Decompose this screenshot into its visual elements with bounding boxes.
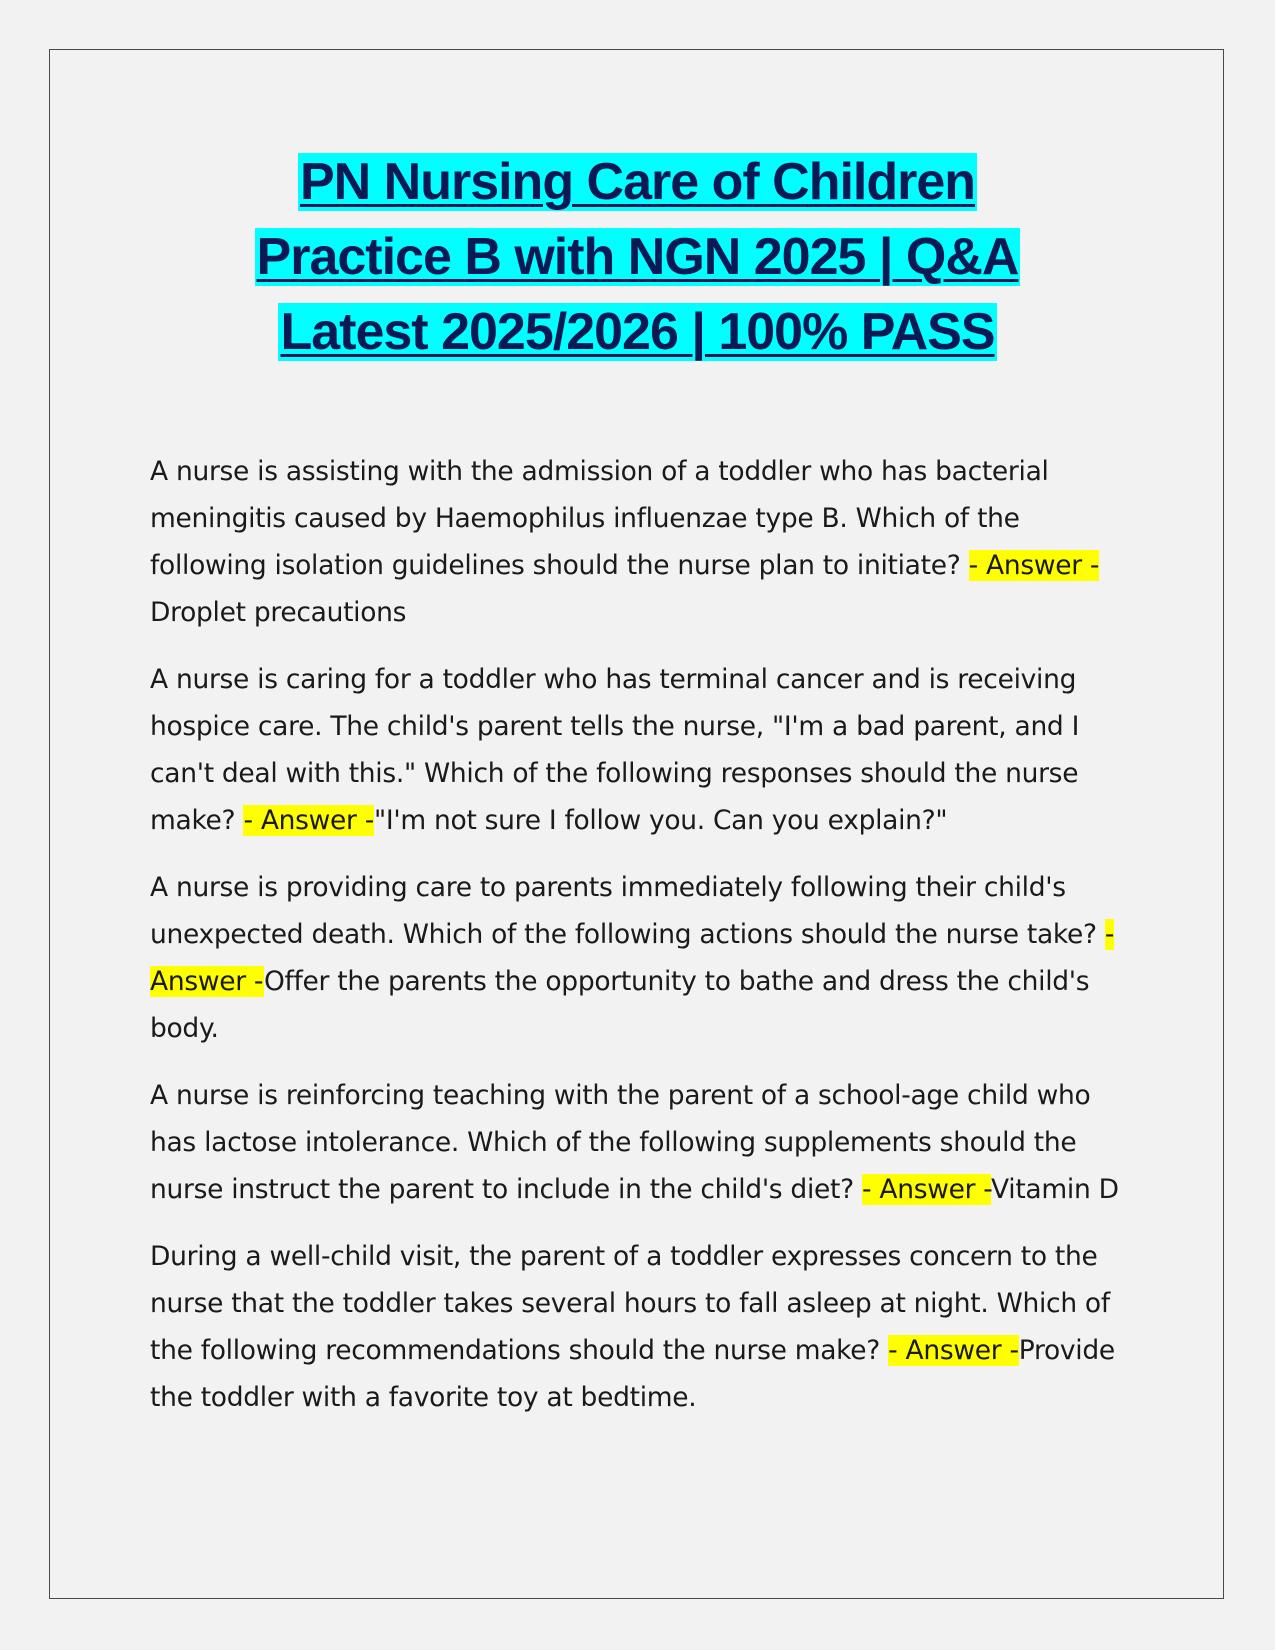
question-text: A nurse is assisting with the admission of a toddler who has bacterial meningitis caused by Haemophilus influenzae type B. Which of the following isolation guidelines should the nurse plan to initiate? xyxy=(150,456,1049,581)
answer-marker: - Answer - xyxy=(243,805,375,836)
answer-marker: - Answer - xyxy=(888,1335,1019,1366)
answer-text: Droplet precautions xyxy=(150,597,407,628)
qa-item xyxy=(150,448,1130,636)
question-text: A nurse is caring for a toddler who has terminal cancer and is receiving hospice care. The child's parent tells the nurse, "I'm a bad parent, and I can't deal with this." Which of the following responses should the nurse make? xyxy=(150,664,1080,836)
question-text: A nurse is providing care to parents immediately following their child's unexpected death. Which of the following actions should the nurse take? xyxy=(150,872,1105,950)
answer-marker: - Answer - xyxy=(968,550,1100,581)
qa-item xyxy=(150,864,1130,1052)
answer-text: "I'm not sure I follow you. Can you explain?" xyxy=(374,805,948,836)
answer-text: Provide the toddler with a favorite toy at bedtime. xyxy=(150,1335,1115,1413)
question-text: A nurse is reinforcing teaching with the parent of a school-age child who has lactose intolerance. Which of the following supplements should the nurse instruct the parent to include in the child's diet? xyxy=(150,1080,1091,1205)
answer-text: Vitamin D xyxy=(991,1174,1119,1205)
title-line-3: Latest 2025/2026 | 100% PASS xyxy=(280,303,995,361)
title-line-1: PN Nursing Care of Children xyxy=(299,153,976,211)
question-text: During a well-child visit, the parent of a toddler expresses concern to the nurse that the toddler takes several hours to fall asleep at night. Which of the following recommendations should the nurse make? xyxy=(150,1241,1110,1366)
answer-marker: - Answer - xyxy=(862,1174,992,1205)
title-line-2: Practice B with NGN 2025 | Q&A xyxy=(256,228,1019,286)
qa-item xyxy=(150,1072,1130,1213)
document-title xyxy=(100,145,1175,370)
qa-list xyxy=(150,448,1130,1441)
answer-marker: - Answer - xyxy=(150,919,1115,997)
answer-text: Offer the parents the opportunity to bathe and dress the child's body. xyxy=(150,966,1090,1044)
qa-item xyxy=(150,656,1130,844)
qa-item xyxy=(150,1233,1130,1421)
